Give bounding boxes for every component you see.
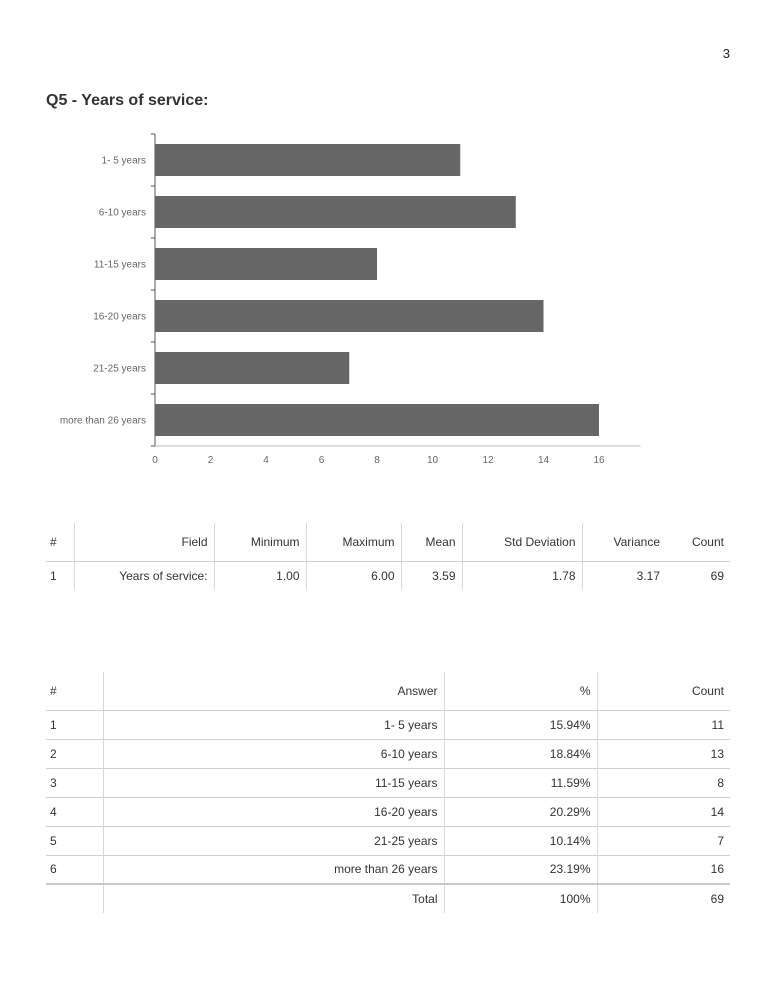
table-row <box>46 710 730 739</box>
answer-header-row <box>46 672 730 710</box>
x-tick-label: 14 <box>537 455 550 466</box>
answer-cell-percent: 15.94% <box>444 710 597 739</box>
answer-header-answer: Answer <box>103 672 444 710</box>
y-category-label: 6-10 years <box>98 207 146 219</box>
answer-cell-number: 2 <box>46 739 103 768</box>
bar <box>155 352 349 384</box>
answer-cell-count: 11 <box>597 710 730 739</box>
total-row <box>46 884 730 913</box>
answer-cell-number: 4 <box>46 797 103 826</box>
summary-cell-maximum: 6.00 <box>306 561 401 590</box>
answer-header-percent: % <box>444 672 597 710</box>
x-tick-label: 6 <box>318 455 325 466</box>
answer-cell-percent: 18.84% <box>444 739 597 768</box>
summary-header-variance: Variance <box>582 523 666 561</box>
summary-header-maximum: Maximum <box>306 523 401 561</box>
answer-cell-count: 7 <box>597 826 730 855</box>
y-category-label: 11-15 years <box>93 259 146 271</box>
table-row <box>46 739 730 768</box>
summary-header-field: Field <box>74 523 214 561</box>
x-tick-label: 4 <box>263 455 269 466</box>
summary-header-row <box>46 523 730 561</box>
bar <box>155 404 599 436</box>
table-row <box>46 797 730 826</box>
summary-header-count: Count <box>691 534 724 549</box>
summary-cell-mean: 3.59 <box>401 561 462 590</box>
answer-cell-count: 14 <box>597 797 730 826</box>
x-tick-label: 10 <box>426 455 439 466</box>
summary-cell-minimum: 1.00 <box>214 561 306 590</box>
bar <box>155 144 460 176</box>
summary-cell-field: Years of service: <box>74 561 214 590</box>
x-tick-label: 16 <box>593 455 605 466</box>
y-category-label: 1- 5 years <box>101 155 146 167</box>
answer-cell-answer: more than 26 years <box>103 855 444 884</box>
total-cell-percent: 100% <box>444 884 597 913</box>
y-category-label: 16-20 years <box>93 311 146 323</box>
answer-cell-percent: 23.19% <box>444 855 597 884</box>
total-cell-empty <box>46 884 103 913</box>
x-tick-label: 0 <box>152 455 158 466</box>
answer-cell-percent: 10.14% <box>444 826 597 855</box>
summary-header-std-deviation: Std Deviation <box>462 523 582 561</box>
summary-cell-std-deviation: 1.78 <box>462 561 582 590</box>
bar <box>155 300 544 332</box>
answer-header-count: Count <box>597 672 730 710</box>
table-row <box>46 561 730 590</box>
answer-cell-answer: 6-10 years <box>103 739 444 768</box>
summary-cell-count: 69 <box>666 561 730 590</box>
bar <box>155 248 377 280</box>
summary-header-number: # <box>50 534 57 549</box>
answer-distribution-table <box>46 672 730 913</box>
answer-cell-number: 1 <box>46 710 103 739</box>
y-category-label: 21-25 years <box>93 363 146 375</box>
summary-header-mean: Mean <box>401 523 462 561</box>
answer-cell-count: 13 <box>597 739 730 768</box>
total-cell-label: Total <box>103 884 444 913</box>
table-row <box>46 826 730 855</box>
answer-cell-count: 16 <box>597 855 730 884</box>
answer-cell-answer: 21-25 years <box>103 826 444 855</box>
table-row <box>46 855 730 884</box>
question-title: Q5 - Years of service: <box>46 92 209 109</box>
summary-cell-variance: 3.17 <box>582 561 666 590</box>
total-cell-count: 69 <box>597 884 730 913</box>
page-number: 3 <box>722 46 730 61</box>
answer-cell-answer: 11-15 years <box>103 768 444 797</box>
answer-header-number: # <box>50 683 57 698</box>
answer-cell-number: 5 <box>46 826 103 855</box>
years-of-service-bar-chart <box>40 128 660 473</box>
answer-cell-answer: 1- 5 years <box>103 710 444 739</box>
bar <box>155 196 516 228</box>
answer-cell-answer: 16-20 years <box>103 797 444 826</box>
summary-cell-number: 1 <box>46 561 74 590</box>
y-category-label: more than 26 years <box>59 415 146 427</box>
summary-statistics-table <box>46 523 730 590</box>
x-tick-label: 8 <box>374 455 380 466</box>
table-row <box>46 768 730 797</box>
answer-cell-number: 3 <box>46 768 103 797</box>
answer-cell-number: 6 <box>46 855 103 884</box>
x-tick-label: 2 <box>207 455 214 466</box>
summary-header-minimum: Minimum <box>214 523 306 561</box>
answer-cell-count: 8 <box>597 768 730 797</box>
answer-cell-percent: 20.29% <box>444 797 597 826</box>
x-tick-label: 12 <box>482 455 494 466</box>
answer-cell-percent: 11.59% <box>444 768 597 797</box>
